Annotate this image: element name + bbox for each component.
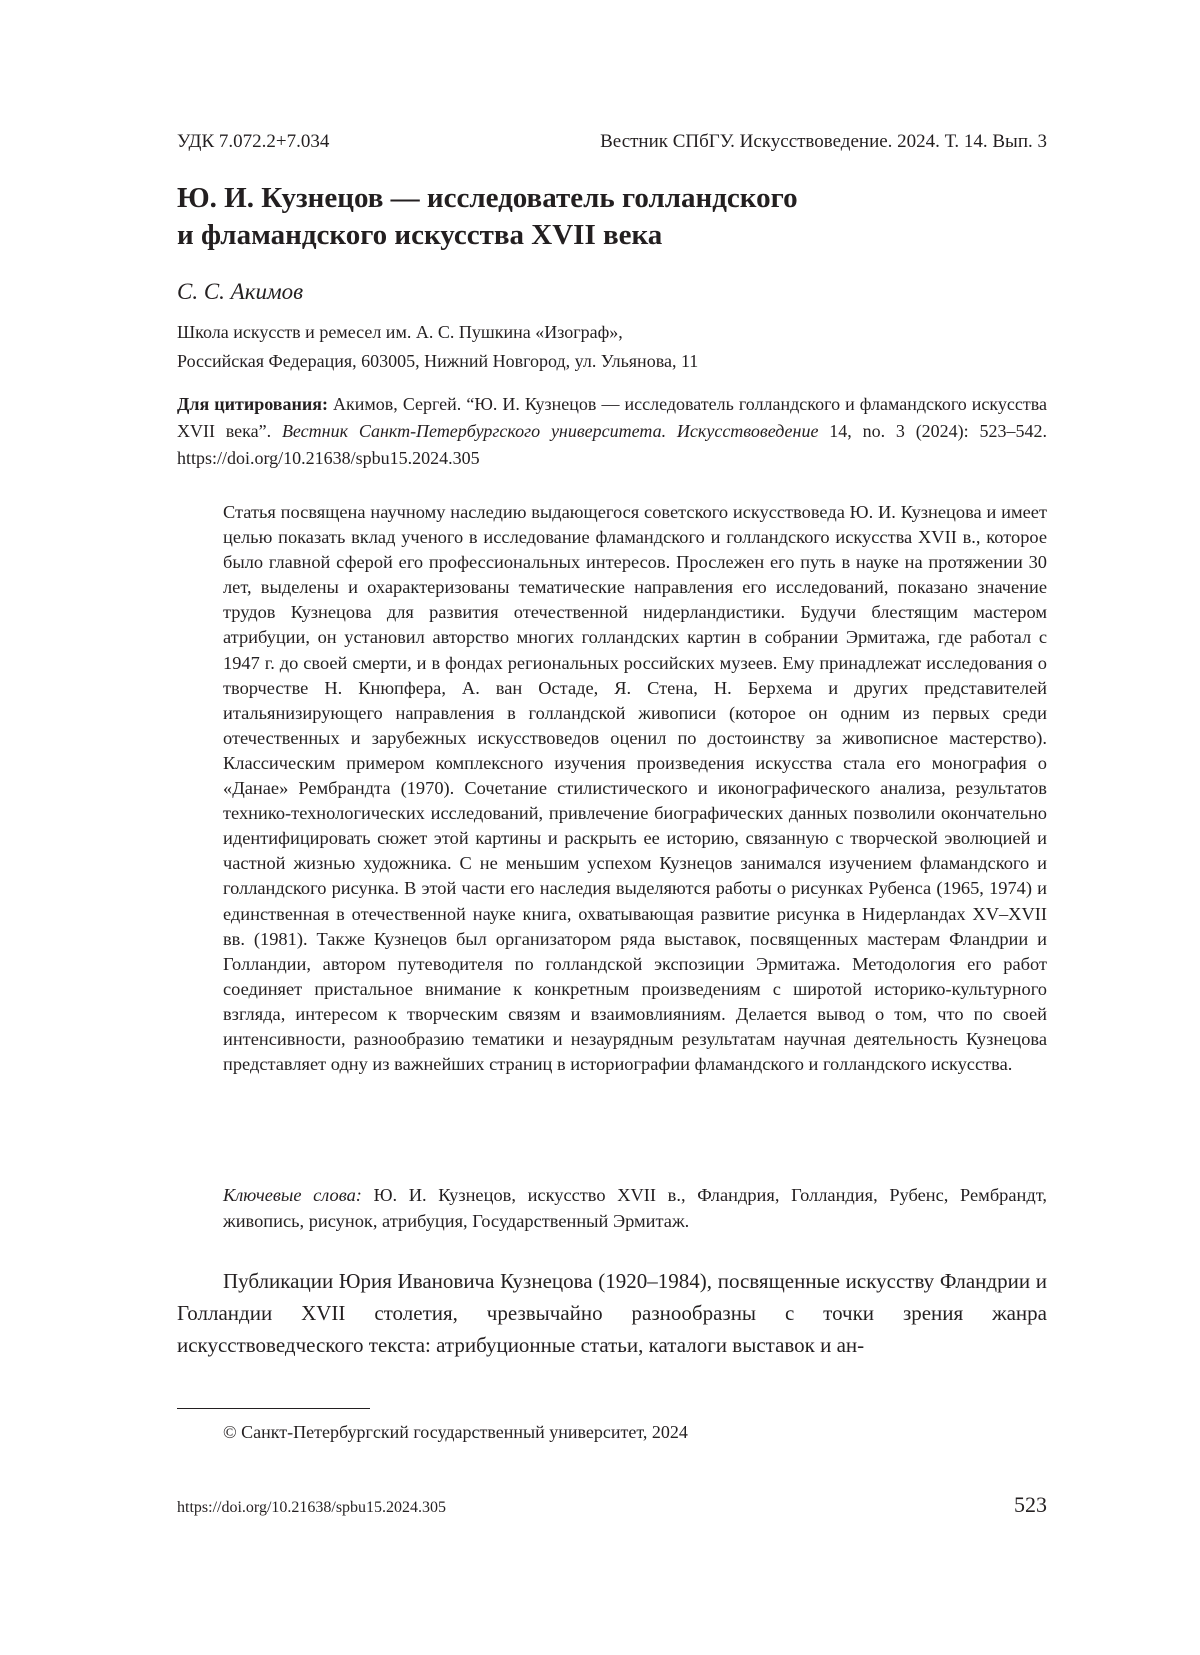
journal-running-header: Вестник СПбГУ. Искусствоведение. 2024. Т. 14. Вып. 3	[600, 131, 1047, 152]
article-title-line-2: и фламандского искусства XVII века	[177, 219, 663, 251]
author-name: С. С. Акимов	[177, 279, 304, 304]
keywords-label: Ключевые слова:	[223, 1185, 362, 1205]
keywords-list: Ю. И. Кузнецов, искусство XVII в., Фландрия, Голландия, Рубенс, Рембрандт, живопись, рисунок, атрибуция, Государственный Эрмитаж.	[223, 1185, 1047, 1231]
citation-text-b: 14, no. 3 (2024): 523–542. https://doi.org/10.21638/spbu15.2024.305	[177, 421, 1047, 468]
article-title	[177, 180, 1057, 254]
udk-code: УДК 7.072.2+7.034	[177, 131, 330, 152]
abstract: Статья посвящена научному наследию выдающегося советского искусствоведа Ю. И. Кузнецова и имеет целью показать вклад ученого в исследование фламандского и голландского искусства XVII в., которое было главной сферой его профессиональных интересов. Прослежен его путь в науке на протяжении 30 лет, выделены и охарактеризованы тематические направления его исследований, показано значение трудов Кузнецова для развития отечественной нидерландистики. Будучи блестящим мастером атрибуции, он установил авторство многих голландских картин в собрании Эрмитажа, где работал с 1947 г. до своей смерти, и в фондах региональных российских музеев. Ему принадлежат исследования о творчестве Н. Кнюпфера, А. ван Остаде, Я. Стена, Н. Берхема и других представителей итальянизирующего направления в голландской живописи (которое он одним из первых среди отечественных и зарубежных искусствоведов оценил по достоинству за живописное мастерство). Классическим примером комплексного изучения произведения искусства стала его монография о «Данае» Рембрандта (1970). Сочетание стилистического и иконографического анализа, результатов технико-технологических исследований, привлечение биографических данных позволили окончательно идентифицировать сюжет этой картины и раскрыть ее историю, связанную с творческой эволюцией и частной жизнью художника. С не меньшим успехом Кузнецов занимался изучением фламандского и голландского рисунка. В этой части его наследия выделяются работы о рисунках Рубенса (1965, 1974) и единственная в отечественной науке книга, охватывающая развитие рисунка в Нидерландах XV–XVII вв. (1981). Также Кузнецов был организатором ряда выставок, посвященных мастерам Фландрии и Голландии, автором путеводителя по голландской экспозиции Эрмитажа. Методология его работ соединяет пристальное внимание к конкретным произведениям с широтой историко-культурного взгляда, интересом к творческим связям и взаимовлияниям. Делается вывод о том, что по своей интенсивности, разнообразию тематики и незаурядным результатам научная деятельность Кузнецова представляет одну из важнейших страниц в историографии фламандского и голландского искусства.	[223, 502, 1047, 1075]
footer-doi: https://doi.org/10.21638/spbu15.2024.305	[177, 1499, 447, 1516]
keywords	[223, 1182, 1047, 1234]
footnote-divider	[177, 1408, 370, 1409]
page-number: 523	[1014, 1492, 1047, 1517]
citation-text-a: Акимов, Сергей. “Ю. И. Кузнецов — исследователь голландского и фламандского искусства XVII века”.	[177, 394, 1048, 441]
citation-label: Для цитирования:	[177, 394, 328, 414]
citation-block	[177, 391, 1047, 472]
body-paragraph: Публикации Юрия Ивановича Кузнецова (1920–1984), посвященные искусству Фландрии и Голландии XVII столетия, чрезвычайно разнообразны с точки зрения жанра искусствоведческого текста: атрибуционные статьи, каталоги выставок и ан-	[177, 1269, 1047, 1357]
article-title-line-1: Ю. И. Кузнецов — исследователь голландского	[177, 182, 798, 214]
affiliation-line-1: Школа искусств и ремесел им. А. С. Пушкина «Изограф»,	[177, 322, 623, 342]
copyright-note: © Санкт-Петербургский государственный университет, 2024	[223, 1422, 688, 1442]
affiliation-line-2: Российская Федерация, 603005, Нижний Новгород, ул. Ульянова, 11	[177, 351, 699, 371]
citation-journal: Вестник Санкт-Петербургского университета. Искусствоведение	[281, 421, 819, 441]
author-affiliation	[177, 318, 1057, 376]
